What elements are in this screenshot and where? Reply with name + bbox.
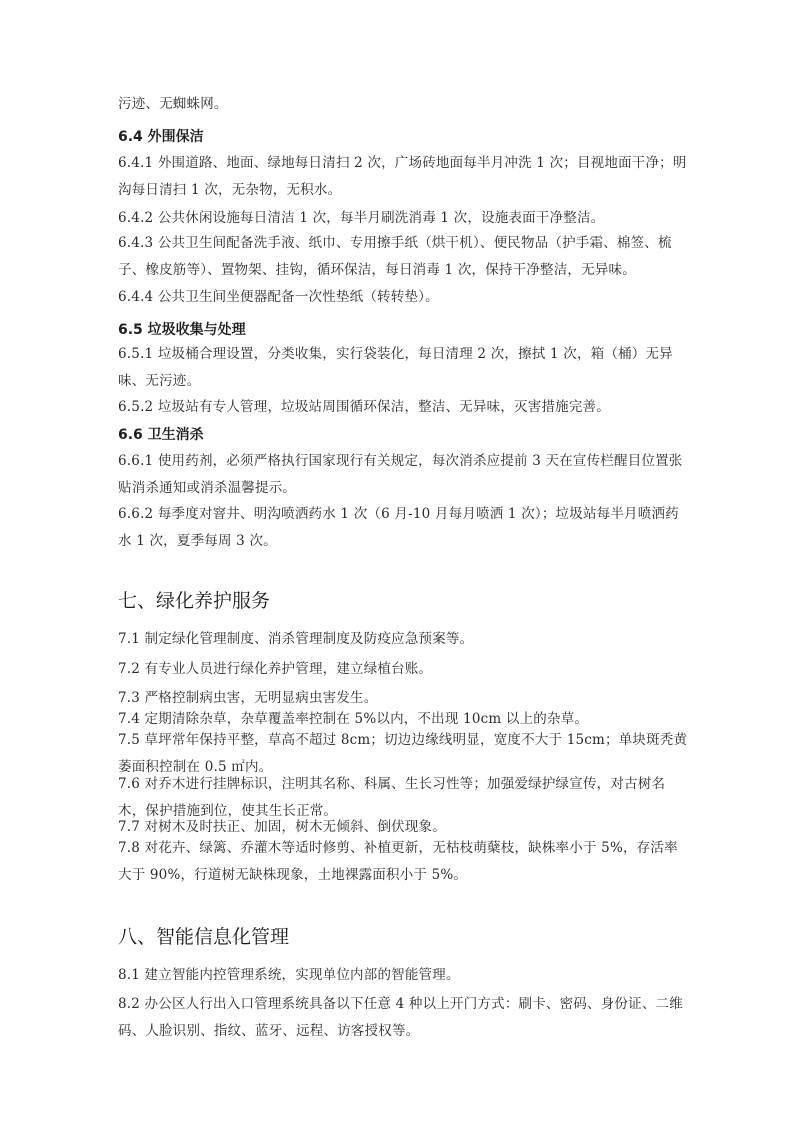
- paragraph-8-2: 8.2 办公区人行出入口管理系统具备以下任意 4 种以上开门方式：刷卡、密码、身份证、二维码、人脸识别、指纹、蓝牙、远程、访客授权等。: [118, 996, 683, 1039]
- paragraph-6-5-1: 6.5.1 垃圾桶合理设置，分类收集，实行袋装化，每日清理 2 次，擦拭 1 次，箱（桶）无异味、无污迹。: [118, 346, 673, 389]
- paragraph-6-6-1: 6.6.1 使用药剂，必须严格执行国家现行有关规定，每次消杀应提前 3 天在宣传栏醒目位置张贴消杀通知或消杀温馨提示。: [118, 453, 683, 496]
- paragraph-7-2: 7.2 有专业人员进行绿化养护管理，建立绿植台账。: [118, 661, 433, 677]
- paragraph-6-4-3: 6.4.3 公共卫生间配备洗手液、纸巾、专用擦手纸（烘干机）、便民物品（护手霜、棉签、梳子、橡皮筋等）、置物架、挂钩，循环保洁，每日消毒 1 次，保持干净整洁，无异味。: [118, 235, 672, 278]
- paragraph-6-4-1: 6.4.1 外围道路、地面、绿地每日清扫 2 次，广场砖地面每半月冲洗 1 次；目视地面干净；明沟每日清扫 1 次，无杂物，无积水。: [118, 155, 687, 198]
- paragraph-7-4: 7.4 定期清除杂草，杂草覆盖率控制在 5%以内，不出现 10cm 以上的杂草。: [118, 711, 589, 727]
- paragraph-7-8: 7.8 对花卉、绿篱、乔灌木等适时修剪、补植更新，无枯枝萌蘖枝，缺株率小于 5%，存活率大于 90%，行道树无缺株现象，土地裸露面积小于 5%。: [118, 840, 678, 883]
- paragraph-7-3: 7.3 严格控制病虫害，无明显病虫害发生。: [118, 690, 378, 706]
- subsection-heading-6-4: 6.4 外围保洁: [118, 129, 204, 145]
- paragraph-6-4-2: 6.4.2 公共休闲设施每日清洁 1 次，每半月刷洗消毒 1 次，设施表面干净整洁。: [118, 210, 605, 226]
- section-heading-7: 七、绿化养护服务: [118, 590, 271, 612]
- paragraph-7-7: 7.7 对树木及时扶正、加固，树木无倾斜、倒伏现象。: [118, 819, 446, 835]
- paragraph-6-6-2: 6.6.2 每季度对窨井、明沟喷洒药水 1 次（6 月-10 月每月喷洒 1 次）；垃圾站每半月喷洒药水 1 次，夏季每周 3 次。: [118, 506, 679, 549]
- paragraph-8-1: 8.1 建立智能内控管理系统，实现单位内部的智能管理。: [118, 967, 460, 983]
- section-heading-8: 八、智能信息化管理: [118, 926, 290, 948]
- paragraph-7-6: 7.6 对乔木进行挂牌标识，注明其名称、科属、生长习性等；加强爱绿护绿宣传，对古树名木，保护措施到位，使其生长正常。: [118, 776, 666, 819]
- paragraph-6-4-4: 6.4.4 公共卫生间坐便器配备一次性垫纸（转转垫）。: [118, 289, 439, 305]
- paragraph-7-1: 7.1 制定绿化管理制度、消杀管理制度及防疫应急预案等。: [118, 631, 474, 647]
- subsection-heading-6-6: 6.6 卫生消杀: [118, 427, 204, 443]
- paragraph-7-5: 7.5 草坪常年保持平整，草高不超过 8cm；切边边缘线明显，宽度不大于 15cm；单块斑秃黄萎面积控制在 0.5 ㎡内。: [118, 732, 688, 775]
- subsection-heading-6-5: 6.5 垃圾收集与处理: [118, 322, 246, 338]
- paragraph-6-5-2: 6.5.2 垃圾站有专人管理，垃圾站周围循环保洁，整洁、无异味，灭害措施完善。: [118, 399, 610, 415]
- paragraph-continuation: 污迹、无蜘蛛网。: [118, 96, 228, 112]
